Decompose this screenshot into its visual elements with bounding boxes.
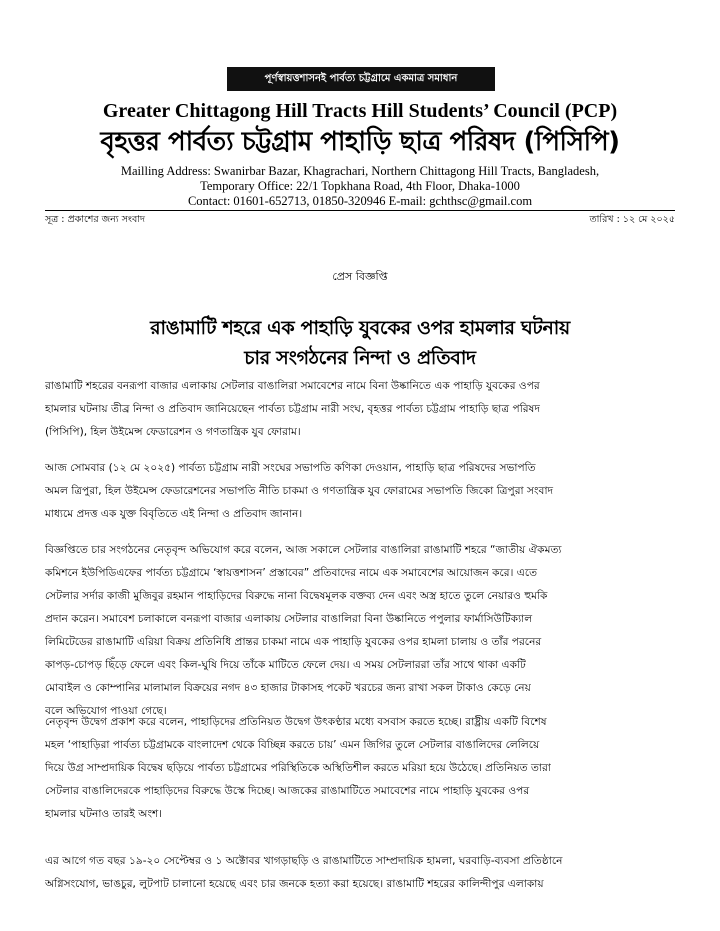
paragraph-3 bbox=[45, 539, 675, 723]
paragraph-line: হামলার ঘটনায় তীব্র নিন্দা ও প্রতিবাদ জানিয়েছেন পার্বত্য চট্টগ্রাম নারী সংঘ, বৃহত্তর পার্বত্য চট্টগ্রাম পাহাড়ি ছাত্র পরিষদ bbox=[45, 403, 540, 415]
paragraph-line: দিয়ে উগ্র সাম্প্রদায়িক বিদ্বেষ ছড়িয়ে পার্বত্য চট্টগ্রামের পরিস্থিতিকে অস্থিতিশীল করতে মরিয়া হয়ে উঠেছে। প্রতিনিয়ত তারা bbox=[45, 762, 551, 774]
temporary-office-address: Temporary Office: 22/1 Topkhana Road, 4th Floor, Dhaka-1000 bbox=[200, 179, 520, 193]
paragraph-line: সেটলার সর্দার কাজী মুজিবুর রহমান পাহাড়িদের বিরুদ্ধে নানা বিদ্বেষমূলক বক্তব্য দেন এবং অস্ত্র হাতে তুলে নেয়ারও হুমকি bbox=[45, 590, 548, 602]
paragraph-line: অগ্নিসংযোগ, ভাঙচুর, লুটপাট চালানো হয়েছে এবং চার জনকে হত্যা করা হয়েছে। রাঙামাটি শহরের কালিন্দীপুর এলাকায় bbox=[45, 878, 544, 890]
reference-label: সূত্র : প্রকাশের জন্য সংবাদ bbox=[45, 214, 146, 225]
paragraph-line: লিমিটেডের রাঙামাটি এরিয়া বিক্রয় প্রতিনিধি প্রান্তর চাকমা নামে এক পাহাড়ি যুবকের ওপর হামলা চালায় ও তাঁর পরনের bbox=[45, 636, 542, 648]
paragraph-line: কমিশনে ইউপিডিএফের পার্বত্য চট্টগ্রামে ‘স্বায়ত্তশাসন’ প্রস্তাবের” প্রতিবাদের নামে এক সমাবেশের আয়োজন করে। এতে bbox=[45, 567, 538, 579]
header-divider bbox=[45, 210, 675, 211]
org-name-bengali: বৃহত্তর পার্বত্য চট্টগ্রাম পাহাড়ি ছাত্র পরিষদ (পিসিপি) bbox=[100, 127, 620, 157]
paragraph-line: আজ সোমবার (১২ মে ২০২৫) পার্বত্য চট্টগ্রাম নারী সংঘের সভাপতি কণিকা দেওয়ান, পাহাড়ি ছাত্র পরিষদের সভাপতি bbox=[45, 462, 536, 474]
date-label: তারিখ : ১২ মে ২০২৫ bbox=[589, 214, 675, 225]
paragraph-line: বিজ্ঞপ্তিতে চার সংগঠনের নেতৃবৃন্দ অভিযোগ করে বলেন, আজ সকালে সেটলার বাঙালিরা রাঙামাটি শহরে “জাতীয় ঐকমত্য bbox=[45, 544, 562, 556]
paragraph-line: হামলার ঘটনাও তারই অংশ। bbox=[45, 808, 163, 820]
paragraph-line: (পিসিপি), হিল উইমেন্স ফেডারেশন ও গণতান্ত্রিক যুব ফোরাম। bbox=[45, 426, 301, 438]
paragraph-4 bbox=[45, 711, 675, 826]
paragraph-line: সেটলার বাঙালিদেরকে পাহাড়িদের বিরুদ্ধে উস্কে দিচ্ছে। আজকের রাঙামাটিতে সমাবেশের নামে পাহাড়ি যুবকের ওপর bbox=[45, 785, 530, 797]
paragraph-1 bbox=[45, 375, 675, 444]
mailing-address: Mailling Address: Swanirbar Bazar, Khagrachari, Northern Chittagong Hill Tracts, Bangladesh, bbox=[120, 164, 600, 178]
paragraph-line: কাপড়-চোপড় ছিঁড়ে ফেলে এবং কিল-ঘুষি দিয়ে তাঁকে মাটিতে ফেলে দেয়। এ সময় সেটলাররা তাঁর সাথে থাকা একটি bbox=[45, 659, 526, 671]
paragraph-5 bbox=[45, 850, 675, 896]
paragraph-line: মোবাইল ও কোম্পানির মালামাল বিক্রয়ের নগদ ৪৩ হাজার টাকাসহ পকেট খরচের জন্য রাখা সকল টাকাও কেড়ে নেয় bbox=[45, 682, 531, 694]
paragraph-line: এর আগে গত বছর ১৯-২০ সেপ্টেম্বর ও ১ অক্টোবর খাগড়াছড়ি ও রাঙামাটিতে সাম্প্রদায়িক হামলা, ঘরবাড়ি-ব্যবসা প্রতিষ্ঠানে bbox=[45, 855, 563, 867]
slogan-banner: পূর্ণস্বায়ত্তশাসনই পার্বত্য চট্টগ্রামে একমাত্র সমাধান bbox=[227, 67, 495, 91]
contact-line: Contact: 01601-652713, 01850-320946 E-mail: gchthsc@gmail.com bbox=[187, 194, 533, 208]
paragraph-line: রাঙামাটি শহরের বনরূপা বাজার এলাকায় সেটলার বাঙালিরা সমাবেশের নামে বিনা উষ্কানিতে এক পাহাড়ি যুবকের ওপর bbox=[45, 380, 540, 392]
paragraph-line: নেতৃবৃন্দ উদ্বেগ প্রকাশ করে বলেন, পাহাড়িদের প্রতিনিয়ত উদ্বেগ উৎকণ্ঠার মধ্যে বসবাস করতে হচ্ছে। রাষ্ট্রীয় একটি বিশেষ bbox=[45, 716, 547, 728]
headline-line-1: রাঙামাটি শহরে এক পাহাড়ি যুবকের ওপর হামলার ঘটনায় bbox=[150, 317, 570, 339]
paragraph-2 bbox=[45, 457, 675, 526]
paragraph-line: অমল ত্রিপুরা, হিল উইমেন্স ফেডারেশনের সভাপতি নীতি চাকমা ও গণতান্ত্রিক যুব ফোরামের সভাপতি জিকো ত্রিপুরা সংবাদ bbox=[45, 485, 554, 497]
paragraph-line: বলে অভিযোগ পাওয়া গেছে। bbox=[45, 705, 167, 717]
paragraph-line: প্রদান করেন। সমাবেশ চলাকালে বনরূপা বাজার এলাকায় সেটলার বাঙালিরা বিনা উষ্কানিতে পপুলার ফার্মাসিউটিক্যাল bbox=[45, 613, 533, 625]
headline-line-2: চার সংগঠনের নিন্দা ও প্রতিবাদ bbox=[244, 347, 476, 369]
org-name-english: Greater Chittagong Hill Tracts Hill Students’ Council (PCP) bbox=[102, 100, 618, 122]
paragraph-line: মাধ্যমে প্রদত্ত এক যুক্ত বিবৃতিতে এই নিন্দা ও প্রতিবাদ জানান। bbox=[45, 508, 303, 520]
paragraph-line: মহল ‘পাহাড়িরা পার্বত্য চট্টগ্রামকে বাংলাদেশ থেকে বিচ্ছিন্ন করতে চায়’ এমন জিগির তুলে সেটলার বাঙালিদের লেলিয়ে bbox=[45, 739, 540, 751]
document-type-label: প্রেস বিজ্ঞপ্তি bbox=[332, 270, 388, 283]
